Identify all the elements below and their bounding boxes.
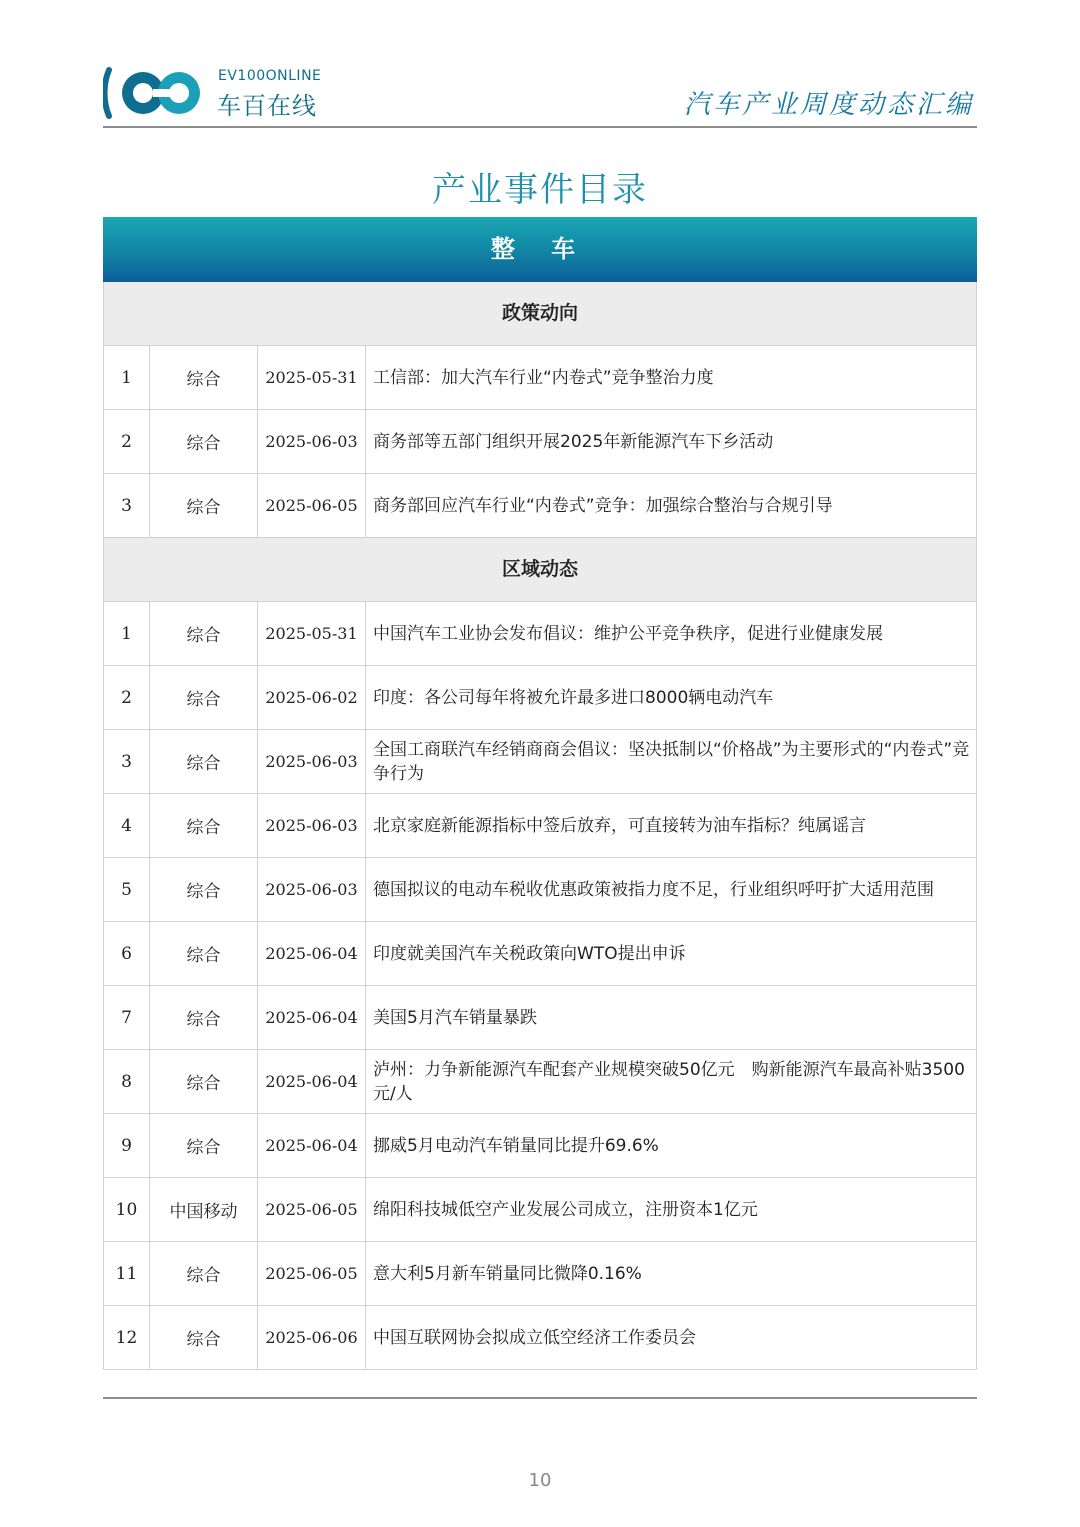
row-number: 6 (104, 922, 150, 985)
row-category: 综合 (150, 1050, 258, 1113)
table-row (103, 602, 977, 666)
footer-divider (103, 1397, 977, 1399)
row-category: 综合 (150, 346, 258, 409)
row-title: 挪威5月电动汽车销量同比提升69.6% (373, 1135, 659, 1156)
row-date: 2025-06-03 (258, 858, 366, 921)
row-title: 全国工商联汽车经销商商会倡议：坚决抵制以“价格战”为主要形式的“内卷式”竞争行为 (373, 739, 970, 784)
row-number: 5 (104, 858, 150, 921)
row-category: 综合 (150, 602, 258, 665)
row-number: 4 (104, 794, 150, 857)
row-category: 综合 (150, 410, 258, 473)
row-title: 中国互联网协会拟成立低空经济工作委员会 (373, 1327, 696, 1348)
row-number: 1 (104, 602, 150, 665)
row-number: 9 (104, 1114, 150, 1177)
row-category: 综合 (150, 730, 258, 793)
row-date: 2025-05-31 (258, 346, 366, 409)
row-date: 2025-06-05 (258, 474, 366, 537)
row-number: 2 (104, 410, 150, 473)
row-number: 7 (104, 986, 150, 1049)
row-category: 综合 (150, 1242, 258, 1305)
row-title: 北京家庭新能源指标中签后放弃，可直接转为油车指标？纯属谣言 (373, 815, 866, 836)
row-number: 12 (104, 1306, 150, 1369)
table-banner: 整 车 (103, 217, 977, 282)
row-category: 综合 (150, 1306, 258, 1369)
table-row (103, 922, 977, 986)
row-category: 综合 (150, 986, 258, 1049)
row-date: 2025-06-06 (258, 1306, 366, 1369)
row-category: 综合 (150, 1114, 258, 1177)
row-number: 1 (104, 346, 150, 409)
page-title: 产业事件目录 (432, 170, 648, 210)
row-title: 工信部：加大汽车行业“内卷式”竞争整治力度 (373, 367, 714, 388)
row-date: 2025-06-05 (258, 1178, 366, 1241)
row-title: 商务部等五部门组织开展2025年新能源汽车下乡活动 (373, 431, 774, 452)
table-row (103, 1306, 977, 1370)
header-title: 汽车产业周度动态汇编 (683, 90, 974, 120)
table-row (103, 1114, 977, 1178)
header-divider (103, 126, 977, 128)
logo-mark-icon (103, 62, 215, 122)
table-row (103, 986, 977, 1050)
row-number: 3 (104, 730, 150, 793)
row-title: 德国拟议的电动车税收优惠政策被指力度不足，行业组织呼吁扩大适用范围 (373, 879, 934, 900)
row-number: 2 (104, 666, 150, 729)
event-table (103, 217, 977, 1370)
row-date: 2025-06-05 (258, 1242, 366, 1305)
table-row (103, 858, 977, 922)
row-date: 2025-06-04 (258, 1114, 366, 1177)
row-number: 11 (104, 1242, 150, 1305)
table-row (103, 794, 977, 858)
row-title: 印度就美国汽车关税政策向WTO提出申诉 (373, 943, 686, 964)
row-title: 意大利5月新车销量同比微降0.16% (373, 1263, 642, 1284)
row-title: 印度：各公司每年将被允许最多进口8000辆电动汽车 (373, 687, 774, 708)
page-number: 10 (528, 1470, 552, 1491)
table-row (103, 1050, 977, 1114)
row-title: 绵阳科技城低空产业发展公司成立，注册资本1亿元 (373, 1199, 758, 1220)
row-title: 美国5月汽车销量暴跌 (373, 1007, 537, 1028)
row-category: 中国移动 (150, 1178, 258, 1241)
table-row (103, 666, 977, 730)
row-title: 中国汽车工业协会发布倡议：维护公平竞争秩序，促进行业健康发展 (373, 623, 883, 644)
row-date: 2025-06-03 (258, 410, 366, 473)
row-date: 2025-06-03 (258, 730, 366, 793)
row-title: 泸州：力争新能源汽车配套产业规模突破50亿元 购新能源汽车最高补贴3500元/人 (373, 1059, 965, 1104)
logo-chinese-text: 车百在线 (217, 92, 317, 120)
table-body (103, 282, 977, 1370)
row-number: 10 (104, 1178, 150, 1241)
row-category: 综合 (150, 922, 258, 985)
logo (103, 62, 333, 122)
table-row (103, 1178, 977, 1242)
row-number: 8 (104, 1050, 150, 1113)
section-header: 政策动向 (103, 282, 977, 346)
row-title: 商务部回应汽车行业“内卷式”竞争：加强综合整治与合规引导 (373, 495, 833, 516)
table-row (103, 346, 977, 410)
table-row (103, 474, 977, 538)
row-category: 综合 (150, 858, 258, 921)
table-row (103, 1242, 977, 1306)
row-date: 2025-06-02 (258, 666, 366, 729)
row-date: 2025-06-04 (258, 1050, 366, 1113)
table-row (103, 410, 977, 474)
row-number: 3 (104, 474, 150, 537)
table-row (103, 730, 977, 794)
row-date: 2025-05-31 (258, 602, 366, 665)
row-category: 综合 (150, 666, 258, 729)
row-date: 2025-06-04 (258, 922, 366, 985)
row-date: 2025-06-03 (258, 794, 366, 857)
row-category: 综合 (150, 794, 258, 857)
section-header: 区域动态 (103, 538, 977, 602)
logo-english-text: EV100ONLINE (218, 68, 322, 84)
row-date: 2025-06-04 (258, 986, 366, 1049)
row-category: 综合 (150, 474, 258, 537)
